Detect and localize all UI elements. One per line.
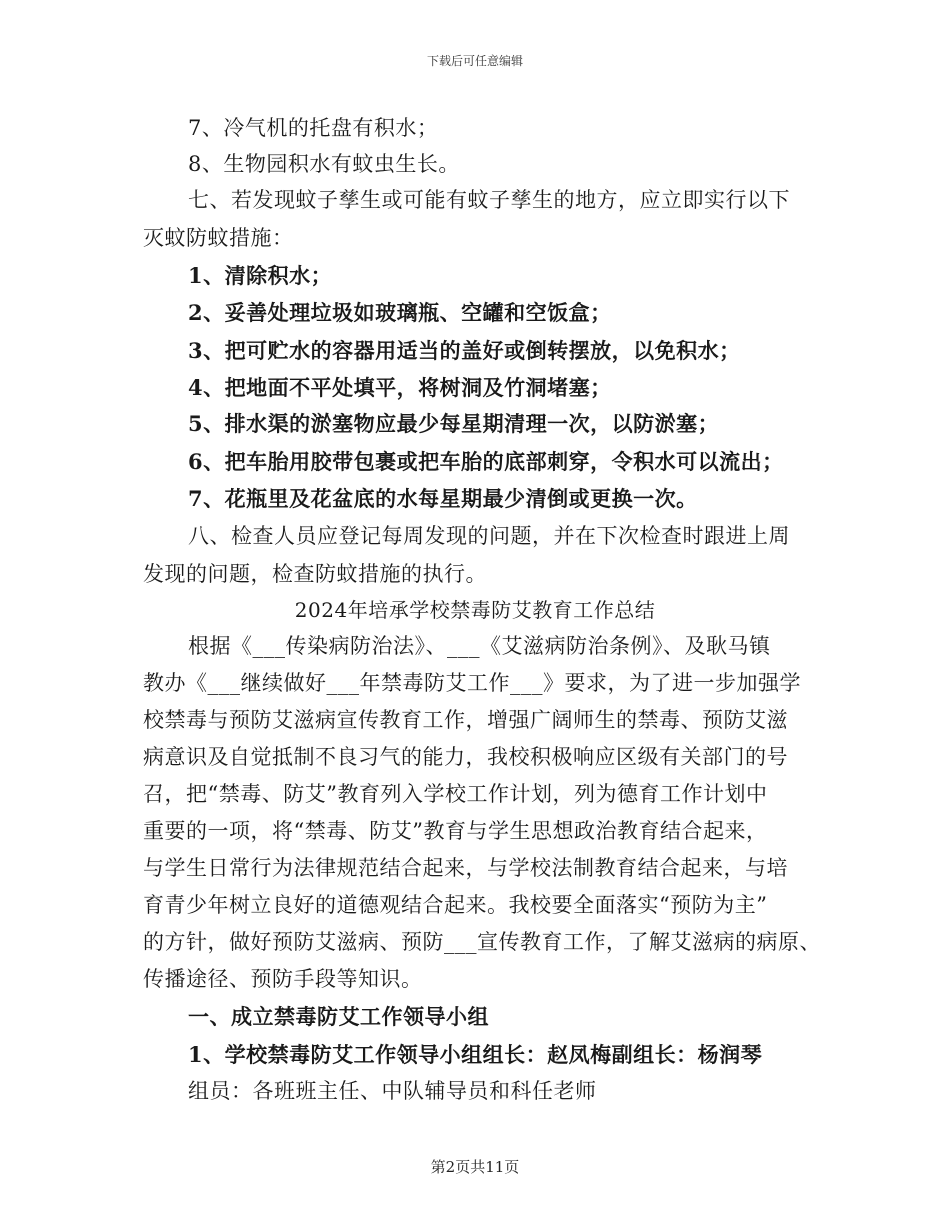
section-title: 2024年培承学校禁毒防艾教育工作总结	[294, 598, 656, 622]
paragraph-line: 发现的问题，检查防蚊措施的执行。	[143, 562, 487, 586]
list-item: 8、生物园积水有蚊虫生长。	[188, 152, 460, 176]
paragraph-line: 重要的一项，将“禁毒、防艾”教育与学生思想政治教育结合起来，	[143, 819, 768, 843]
paragraph-line: 根据《___传染病防治法》、___《艾滋病防治条例》、及耿马镇	[188, 634, 771, 658]
paragraph-line: 八、检查人员应登记每周发现的问题，并在下次检查时跟进上周	[188, 524, 790, 548]
page-header: 下载后可任意编辑	[426, 54, 523, 68]
measure-item: 5、排水渠的淤塞物应最少每星期清理一次，以防淤塞；	[188, 411, 720, 436]
paragraph-line: 传播途径、预防手段等知识。	[143, 967, 423, 991]
paragraph-line: 组员：各班班主任、中队辅导员和科任老师	[188, 1079, 597, 1103]
paragraph-line: 灭蚊防蚊措施：	[143, 226, 294, 250]
measure-item: 6、把车胎用胶带包裹或把车胎的底部刺穿，令积水可以流出；	[188, 449, 784, 474]
measure-item: 1、清除积水；	[188, 263, 333, 288]
measure-item: 3、把可贮水的容器用适当的盖好或倒转摆放，以免积水；	[188, 338, 741, 363]
section-heading: 一、成立禁毒防艾工作领导小组	[188, 1004, 489, 1029]
paragraph-line: 校禁毒与预防艾滋病宣传教育工作，增强广阔师生的禁毒、预防艾滋	[143, 708, 788, 732]
paragraph-line: 的方针，做好预防艾滋病、预防___宣传教育工作，了解艾滋病的病原、	[143, 930, 821, 954]
measure-item: 4、把地面不平处填平，将树洞及竹洞堵塞；	[188, 375, 612, 400]
page-footer: 第2页共11页	[430, 1158, 520, 1176]
measure-item: 7、花瓶里及花盆底的水每星期最少清倒或更换一次。	[188, 486, 698, 511]
paragraph-line: 教办《___继续做好___年禁毒防艾工作___》要求，为了进一步加强学	[143, 671, 801, 695]
paragraph-line: 七、若发现蚊子孳生或可能有蚊子孳生的地方，应立即实行以下	[188, 188, 790, 212]
section-heading: 1、学校禁毒防艾工作领导小组组长：赵凤梅副组长：杨润琴	[188, 1042, 763, 1067]
paragraph-line: 育青少年树立良好的道德观结合起来。我校要全面落实“预防为主”	[143, 893, 768, 917]
list-item: 7、冷气机的托盘有积水；	[188, 116, 439, 140]
measure-item: 2、妥善处理垃圾如玻璃瓶、空罐和空饭盒；	[188, 300, 612, 325]
paragraph-line: 与学生日常行为法律规范结合起来，与学校法制教育结合起来，与培	[143, 856, 788, 880]
paragraph-line: 病意识及自觉抵制不良习气的能力，我校积极响应区级有关部门的号	[143, 745, 788, 769]
paragraph-line: 召，把“禁毒、防艾”教育列入学校工作计划，列为德育工作计划中	[143, 782, 768, 806]
